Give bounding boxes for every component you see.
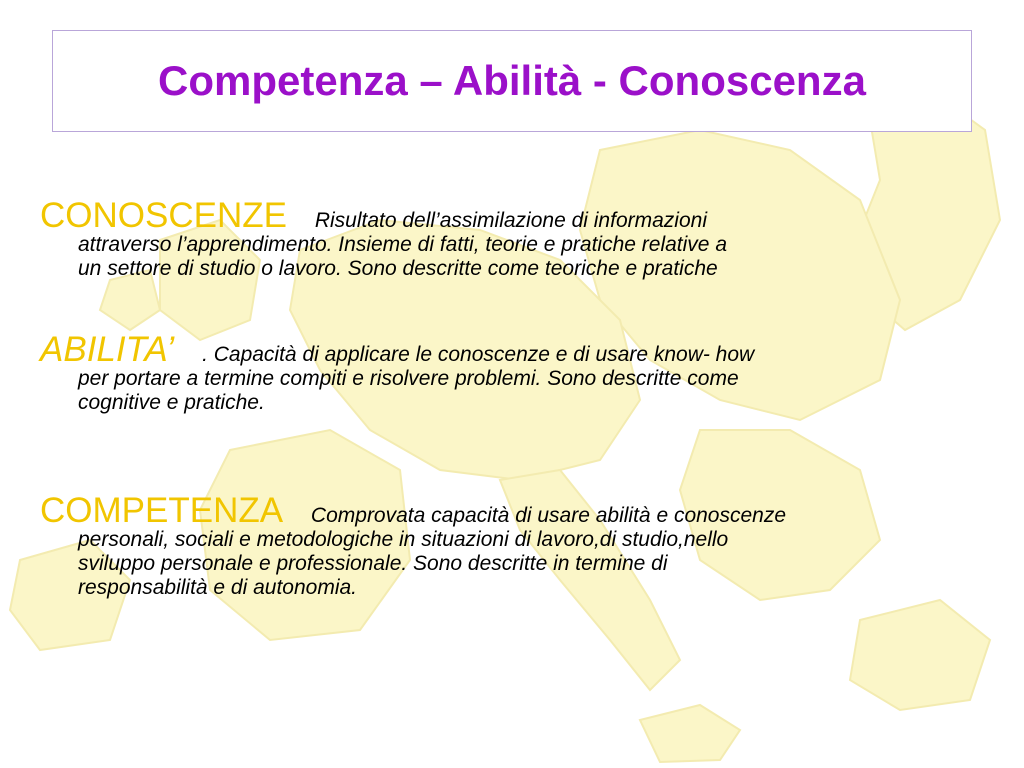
definition-line: sviluppo personale e professionale. Sono descritte in termine di — [78, 552, 668, 575]
definition-first-line: Comprovata capacità di usare abilità e conoscenze — [310, 504, 787, 527]
definition-line: personali, sociali e metodologiche in situazioni di lavoro,di studio,nello — [78, 528, 729, 551]
slide-title: Competenza – Abilità - Conoscenza — [158, 57, 866, 104]
entry-head — [40, 196, 960, 235]
term-abilita: ABILITA’ — [40, 330, 175, 369]
entry-head — [40, 491, 960, 530]
definition-first-line: . Capacità di applicare le conoscenze e di usare know- how — [202, 343, 755, 366]
definition-first-line: Risultato dell’assimilazione di informazioni — [314, 209, 707, 232]
term-conoscenze: CONOSCENZE — [40, 196, 287, 235]
definition-line: un settore di studio o lavoro. Sono descritte come teoriche e pratiche — [78, 257, 718, 280]
definition-line: attraverso l’apprendimento. Insieme di fatti, teorie e pratiche relative a — [78, 233, 728, 256]
definition-line: responsabilità e di autonomia. — [78, 576, 358, 599]
entry-conoscenze — [40, 196, 960, 281]
definition-line: cognitive e pratiche. — [78, 391, 265, 414]
entry-abilita — [40, 330, 960, 415]
entry-competenza — [40, 491, 960, 600]
definition-line: per portare a termine compiti e risolvere problemi. Sono descritte come — [78, 367, 739, 390]
title-box — [52, 30, 972, 132]
term-competenza: COMPETENZA — [40, 491, 284, 530]
entry-head — [40, 330, 960, 369]
